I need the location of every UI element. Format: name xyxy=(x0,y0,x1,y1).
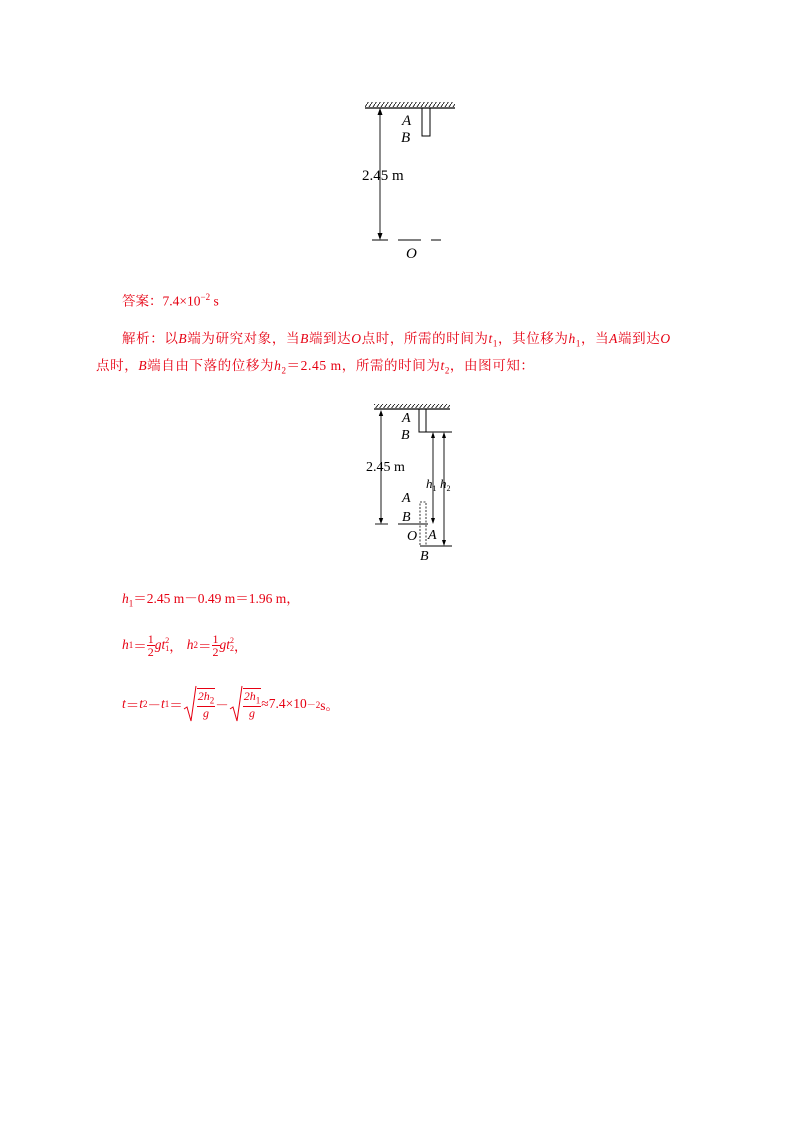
equation-1: $h_1=2.45$ m－0.49 m＝1.96 m， xyxy=(122,591,300,609)
analysis-line-2: 点时，B端自由下落的位移为$h_2=2.45$ m，所需的时间为$t_2$，由图可知： xyxy=(96,358,535,376)
answer-line xyxy=(122,286,219,313)
fraction-one-half-b: $\frac{1}{2}$ xyxy=(212,631,219,659)
h1-arrow-up xyxy=(431,432,435,438)
label-o: O xyxy=(406,246,417,262)
sqrt-2h1-over-g: $\frac{2h_1}{g}$ xyxy=(229,685,262,723)
rod xyxy=(422,108,430,136)
h1-arrow-down xyxy=(431,518,435,524)
ceiling-hatch xyxy=(365,102,455,107)
label-h2: $h_2$ xyxy=(440,476,451,493)
label-a-top: A xyxy=(402,411,411,426)
analysis-prefix: 解析： xyxy=(122,331,165,346)
ceiling-hatch-2 xyxy=(374,404,450,408)
equation-2: h 1 ＝ $\frac{1}{2}$ gt 2 1 ， h 2 ＝ $\frac{1}{2}$ gt 2 2 ， xyxy=(122,631,248,659)
label-b: B xyxy=(401,130,411,146)
analysis-line-1: 解析：以B端为研究对象，当B端到达O点时，所需的时间为$t_1$，其位移为$h_1$，当A端到达O xyxy=(122,331,671,349)
label-h1: $h_1$ xyxy=(426,476,437,493)
arrow-head-up xyxy=(378,108,383,115)
rod-middle-dashed xyxy=(420,502,426,524)
figure-1-diagram xyxy=(355,98,465,263)
answer-exp: −2 xyxy=(200,292,211,302)
label-b-top: B xyxy=(401,428,410,443)
answer-prefix: 答案： xyxy=(122,293,163,309)
label-a: A xyxy=(402,113,412,129)
label-b-middle: B xyxy=(402,510,411,525)
h2-arrow-down xyxy=(442,540,446,546)
rod-bottom-dashed xyxy=(420,524,426,546)
rod-top xyxy=(419,409,426,432)
answer-unit: s xyxy=(210,293,219,309)
label-b-bottom: B xyxy=(420,549,429,564)
label-a-bottom: A xyxy=(428,528,437,543)
label-a-middle: A xyxy=(402,491,411,506)
label-o-2: O xyxy=(407,529,418,544)
h2-arrow-up xyxy=(442,432,446,438)
arrow-head-down xyxy=(378,233,383,240)
figure-2-diagram xyxy=(362,400,462,565)
distance-arrow-down xyxy=(379,518,383,524)
fraction-one-half-a: $\frac{1}{2}$ xyxy=(147,631,154,659)
distance-arrow-up xyxy=(379,410,383,416)
answer-value: 7.4×10 xyxy=(162,293,201,309)
distance-label-2: 2.45 m xyxy=(366,460,405,475)
distance-label: 2.45 m xyxy=(362,168,404,184)
sqrt-2h2-over-g: $\frac{2h_2}{g}$ xyxy=(183,685,216,723)
equation-3: t ＝ t 2 － t 1 ＝ $\frac{2h_2}{g}$ － $\frac{2h_1}{g}$ ≈7.4×10 －2 s。 xyxy=(122,684,339,724)
